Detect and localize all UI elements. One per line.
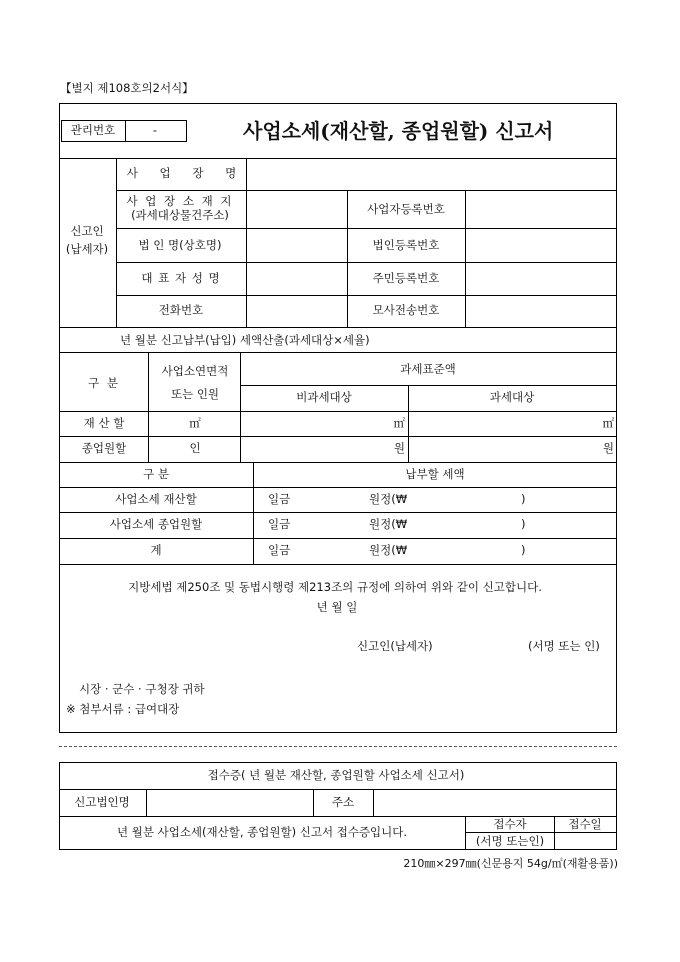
- phone-label: 전화번호: [158, 303, 204, 317]
- corp-name-field[interactable]: [247, 229, 347, 262]
- fax-field[interactable]: [466, 296, 616, 327]
- payment-amount-header: 납부할 세액: [405, 467, 465, 481]
- receipt-date-label: 접수일: [568, 817, 602, 831]
- phone-field[interactable]: [247, 296, 347, 327]
- receiver-sign-label: (서명 또는인): [475, 834, 545, 848]
- paper-spec: 210㎜×297㎜(신문용지 54g/㎡(재활용품)): [403, 857, 618, 870]
- property-tax-row-label: 재 산 할: [83, 416, 125, 430]
- payment-close: ): [521, 543, 526, 557]
- taxable-header: 과세대상: [489, 390, 535, 404]
- cut-line: [59, 746, 617, 747]
- resident-reg-no-label: 주민등록번호: [372, 271, 440, 285]
- payment-prefix: 일금: [268, 543, 291, 557]
- corp-name-label: 법 인 명(상호명): [138, 238, 222, 252]
- payment-row-employee-label: 사업소세 종업원할: [109, 517, 203, 531]
- business-reg-no-label: 사업자등록번호: [367, 202, 445, 216]
- receipt-corp-label: 신고법인명: [74, 795, 130, 809]
- payment-close: ): [521, 492, 526, 506]
- receipt-confirmation: 년 월분 사업소세(재산할, 종업원할) 신고서 접수증입니다.: [116, 825, 408, 839]
- property-taxable-field[interactable]: [409, 412, 616, 436]
- form-title: 사업소세(재산할, 종업원할) 신고서: [243, 119, 554, 143]
- resident-reg-no-field[interactable]: [466, 263, 616, 295]
- declaration-date: 년 월 일: [316, 600, 358, 614]
- form-label: 【별지 제108호의2서식】: [60, 81, 194, 95]
- area-header: 사업소연면적: [161, 364, 229, 378]
- business-reg-no-field[interactable]: [466, 191, 616, 228]
- taxpayer-group-label: 신고인: [70, 224, 104, 238]
- addressee: 시장 · 군수 · 구청장 귀하: [79, 682, 205, 696]
- tax-standard-header: 과세표준액: [400, 362, 456, 376]
- receipt-address-field[interactable]: [374, 790, 616, 816]
- receipt-address-label: 주소: [331, 795, 355, 809]
- business-location-sublabel: (과세대상물건주소): [131, 208, 229, 222]
- tax-period-line: 년 월분 신고납부(납입) 세액산출(과세대상×세율): [120, 333, 370, 347]
- corp-reg-no-label: 법인등록번호: [372, 238, 440, 252]
- receiver-label: 접수자: [493, 817, 527, 831]
- employee-tax-row-label: 종업원할: [81, 441, 127, 455]
- person-unit: 인: [189, 441, 201, 455]
- business-location-field[interactable]: [247, 191, 347, 228]
- employee-taxable-field[interactable]: [409, 437, 616, 462]
- sqm-unit: ㎡: [189, 416, 201, 430]
- declaration-statement: 지방세법 제250조 및 동법시행령 제213조의 규정에 의하여 위와 같이 신고합니다.: [128, 580, 542, 594]
- attachment-note: ※ 첨부서류 : 급여대장: [66, 702, 180, 716]
- corp-reg-no-field[interactable]: [466, 229, 616, 262]
- won-unit: 원: [602, 441, 614, 455]
- sqm-unit: ㎡: [393, 416, 405, 430]
- calc-category-header: 구 분: [88, 376, 120, 390]
- property-nontaxable-field[interactable]: [241, 412, 408, 436]
- payment-row-total-label: 계: [150, 543, 162, 557]
- declarant-label: 신고인(납세자): [357, 639, 433, 653]
- area-header-sub: 또는 인원: [170, 387, 220, 401]
- payment-category-header: 구 분: [143, 467, 169, 481]
- payment-suffix: 원정(₩: [369, 492, 408, 506]
- employee-nontaxable-field[interactable]: [241, 437, 408, 462]
- taxpayer-group-sublabel: (납세자): [65, 242, 109, 256]
- signature-label: (서명 또는 인): [528, 639, 600, 653]
- fax-label: 모사전송번호: [372, 303, 440, 317]
- business-name-field[interactable]: [247, 159, 616, 190]
- business-name-label: 사 업 장 명: [126, 166, 246, 180]
- payment-prefix: 일금: [268, 517, 291, 531]
- mgmt-number-field[interactable]: -: [152, 123, 158, 137]
- receipt-corp-field[interactable]: [147, 790, 313, 816]
- receipt-title: 접수증( 년 월분 재산할, 종업원할 사업소세 신고서): [207, 768, 465, 782]
- mgmt-number-label: 관리번호: [70, 123, 116, 137]
- sqm-unit: ㎡: [602, 416, 614, 430]
- payment-suffix: 원정(₩: [369, 517, 408, 531]
- rep-name-field[interactable]: [247, 263, 347, 295]
- payment-prefix: 일금: [268, 492, 291, 506]
- payment-row-property-label: 사업소세 재산할: [115, 492, 197, 506]
- payment-close: ): [521, 517, 526, 531]
- won-unit: 원: [393, 441, 405, 455]
- payment-suffix: 원정(₩: [369, 543, 408, 557]
- business-location-label: 사 업 장 소 재 지: [126, 194, 234, 208]
- rep-name-label: 대 표 자 성 명: [141, 271, 221, 285]
- receipt-date-field[interactable]: [555, 833, 616, 849]
- nontaxable-header: 비과세대상: [296, 390, 352, 404]
